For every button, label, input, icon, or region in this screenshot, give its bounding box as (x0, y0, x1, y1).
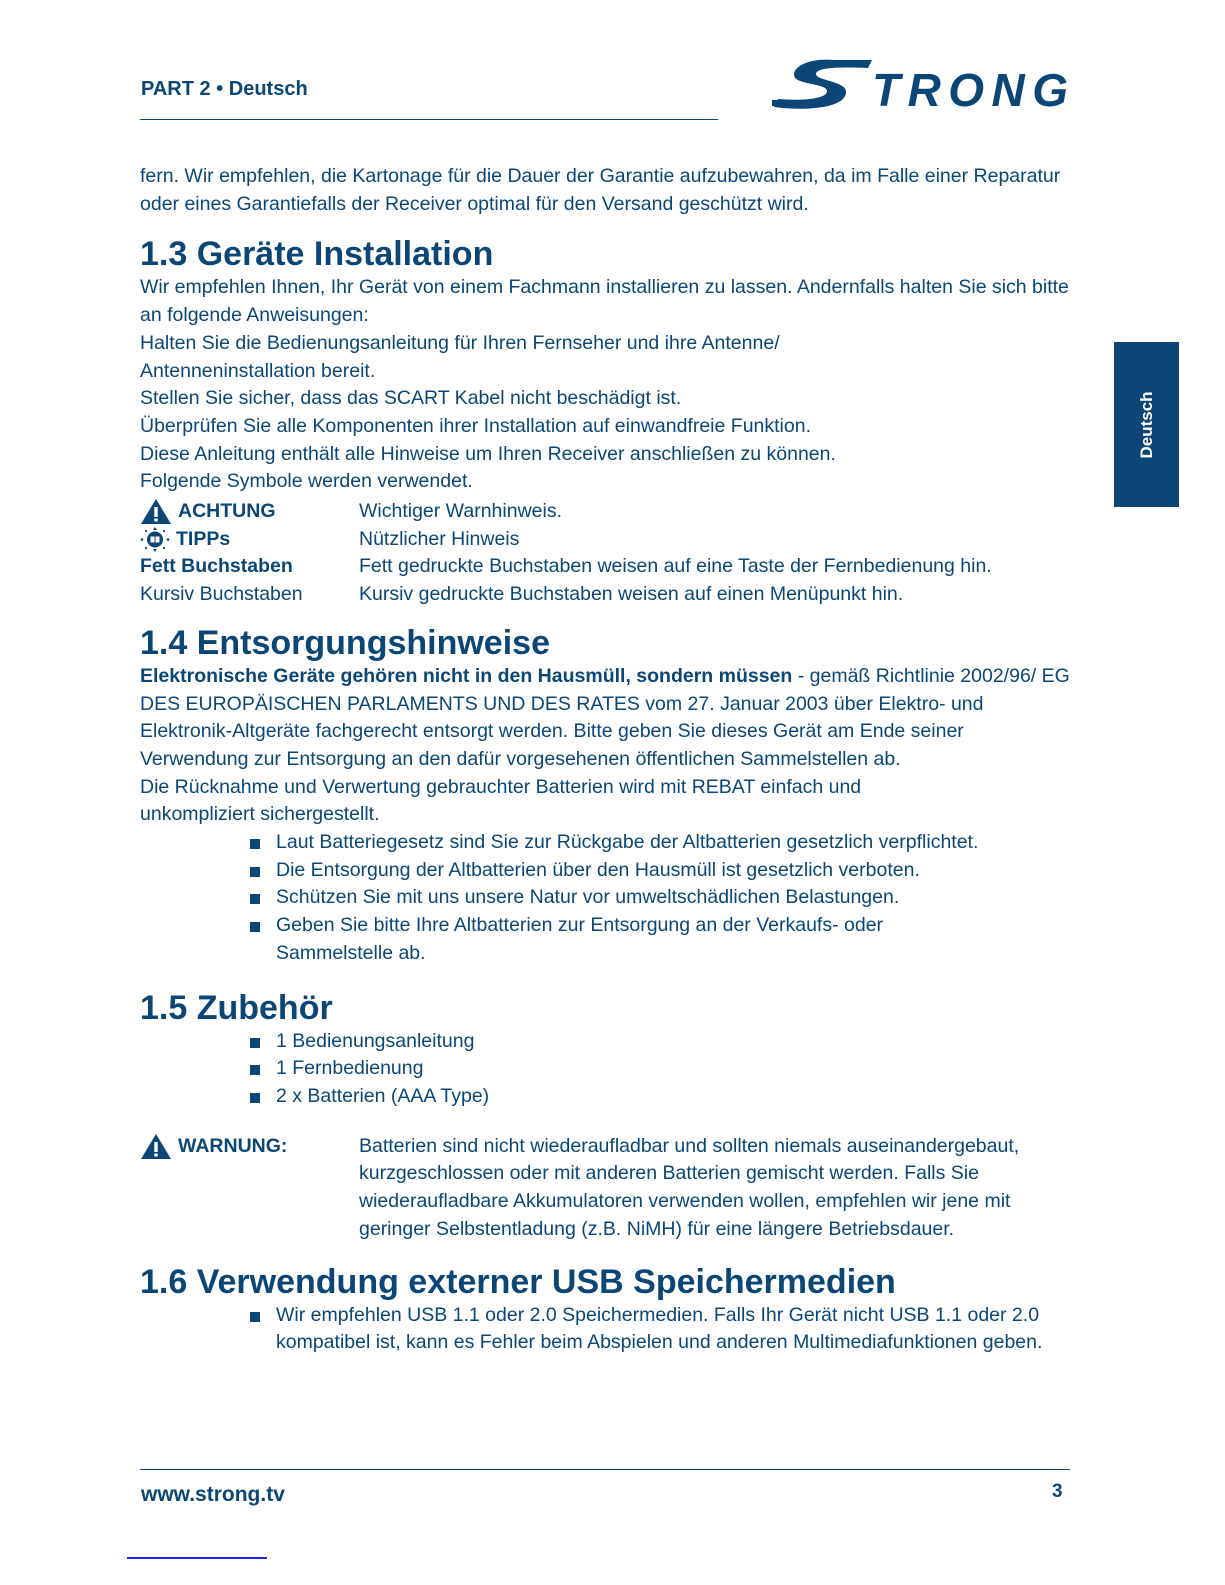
footer-website-link[interactable]: www.strong.tv (141, 1483, 285, 1506)
section-title: 1.3 Geräte Installation (140, 235, 494, 274)
battery-bullet-list (140, 829, 1070, 968)
symbol-desc: Wichtiger Warnhinweis. (359, 500, 562, 523)
list-item: Wir empfehlen USB 1.1 oder 2.0 Speichermedien. Falls Ihr Gerät nicht USB 1.1 oder 2.0 kompatibel ist, kann es Fehler beim Abspielen und anderen Multimediafunktionen geben. (250, 1302, 1070, 1357)
rebat-paragraph: Die Rücknahme und Verwertung gebrauchter Batterien wird mit REBAT einfach und unkompliziert sichergestellt. (140, 775, 862, 826)
intro-paragraph: fern. Wir empfehlen, die Kartonage für die Dauer der Garantie aufzubewahren, da im Falle einer Reparatur oder eines Garantiefalls der Receiver optimal für den Versand geschützt wird. (140, 165, 1061, 215)
symbol-row-tipps (140, 526, 1070, 554)
warning-triangle-icon (140, 498, 172, 525)
symbol-key: ACHTUNG (178, 500, 276, 523)
symbol-desc: Kursiv gedruckte Buchstaben weisen auf einen Menüpunkt hin. (359, 583, 904, 606)
list-item: 1 Bedienungsanleitung (250, 1028, 1070, 1056)
disposal-paragraph (140, 663, 1070, 774)
warning-triangle-icon (140, 1133, 172, 1160)
paragraph: Halten Sie die Bedienungsanleitung für Ihren Fernseher und ihre Antenne/ Antenneninstallation bereit. (140, 331, 780, 382)
usb-list (140, 1302, 1070, 1357)
disposal-bold-lead: Elektronische Geräte gehören nicht in den Hausmüll, sondern müssen (140, 664, 793, 687)
section-title: 1.6 Verwendung externer USB Speichermedien (140, 1262, 896, 1301)
header-divider (140, 119, 718, 120)
footer-divider (140, 1469, 1070, 1470)
list-item: Laut Batteriegesetz sind Sie zur Rückgabe der Altbatterien gesetzlich verpflichtet. (250, 829, 1070, 857)
warning-label: WARNUNG: (178, 1134, 288, 1157)
list-item: Die Entsorgung der Altbatterien über den Hausmüll ist gesetzlich verboten. (250, 857, 1070, 885)
symbol-row-kursiv (140, 581, 1070, 609)
section-title: 1.4 Entsorgungshinweise (140, 623, 550, 662)
paragraph: Überprüfen Sie alle Komponenten ihrer Installation auf einwandfreie Funktion. (140, 414, 811, 437)
paragraph: Folgende Symbole werden verwendet. (140, 470, 473, 493)
symbol-desc: Fett gedruckte Buchstaben weisen auf eine Taste der Fernbedienung hin. (359, 555, 992, 578)
symbol-key: TIPPs (176, 527, 231, 550)
disposal-text: - gemäß Richtlinie 2002/96/ EG DES EUROPÄISCHEN PARLAMENTS UND DES RATES vom 27. Januar 2003 über Elektro- und Elektronik-Altgeräte fachgerecht entsorgt werden. Bitte geben Sie dieses Gerät am Ende seiner Verwendung zur Entsorgung an den dafür vorgesehenen öffentlichen Sammelstellen ab. (140, 664, 1070, 770)
accessories-list (140, 1028, 1070, 1111)
list-item: 2 x Batterien (AAA Type) (250, 1083, 1070, 1111)
side-tab-label: Deutsch (1136, 390, 1156, 459)
symbol-desc: Nützlicher Hinweis (359, 527, 520, 550)
section-title: 1.5 Zubehör (140, 988, 333, 1027)
header-part-label: PART 2 • Deutsch (141, 78, 308, 100)
section-disposal (140, 623, 1070, 968)
list-item: Geben Sie bitte Ihre Altbatterien zur Entsorgung an der Verkaufs- oder Sammelstelle ab. (250, 912, 916, 967)
list-item: Schützen Sie mit uns unsere Natur vor umweltschädlichen Belastungen. (250, 884, 1070, 912)
page-number: 3 (1052, 1481, 1063, 1502)
symbol-key: Fett Buchstaben (140, 555, 293, 578)
symbol-row-fett (140, 553, 1070, 581)
warning-text: Batterien sind nicht wiederaufladbar und sollten niemals auseinandergebaut, kurzgeschlossen oder mit anderen Batterien gemischt werden. Falls Sie wiederaufladbare Akkumulatoren verwenden wollen, empfehlen wir jene mit geringer Selbstentladung (z.B. NiMH) für eine längere Betriebsdauer. (359, 1134, 1020, 1240)
list-item: 1 Fernbedienung (250, 1055, 1070, 1083)
section-accessories (140, 988, 1070, 1244)
section-installation (140, 234, 1070, 608)
paragraph: Diese Anleitung enthält alle Hinweise um Ihren Receiver anschließen zu können. (140, 442, 836, 465)
logo-text: TRONG (872, 64, 1068, 115)
tip-book-sun-icon (140, 526, 170, 553)
symbol-key: Kursiv Buchstaben (140, 583, 303, 606)
paragraph: Wir empfehlen Ihnen, Ihr Gerät von einem Fachmann installieren zu lassen. Andernfalls halten Sie sich bitte an folgende Anweisungen: (140, 276, 1069, 327)
strong-logo (772, 55, 1072, 115)
page-content (140, 163, 1070, 1357)
paragraph: Stellen Sie sicher, dass das SCART Kabel nicht beschädigt ist. (140, 387, 682, 410)
symbol-row-achtung (140, 498, 1070, 526)
language-side-tab (1114, 342, 1179, 507)
link-underline (127, 1557, 267, 1559)
section-usb (140, 1262, 1070, 1357)
battery-warning (140, 1133, 1070, 1244)
